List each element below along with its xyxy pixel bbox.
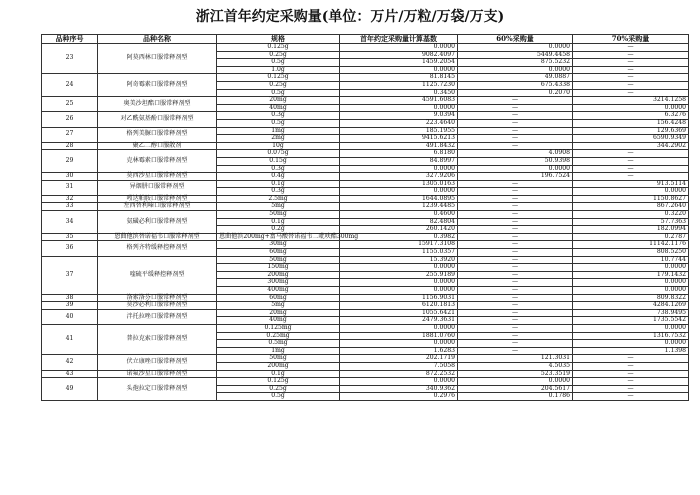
p60-cell: — <box>458 211 573 219</box>
drug-name-cell: 聚乙二醇口服散剂 <box>98 142 217 150</box>
header-60pct: 60%采购量 <box>458 35 573 44</box>
p70-cell: 0.2787 <box>573 233 689 241</box>
table-row <box>42 233 689 241</box>
base-cell: 0.0000 <box>340 66 458 74</box>
p70-cell: 1.1398 <box>573 347 689 355</box>
p70-cell: 0.0000 <box>573 104 689 112</box>
spec-cell: 0.25g <box>217 81 340 89</box>
drug-name-cell: 洛索洛芬口服常释剂型 <box>98 294 217 302</box>
header-base: 首年约定采购量计算基数 <box>340 35 458 44</box>
base-cell: 491.8432 <box>340 142 458 150</box>
spec-cell: 60mg <box>217 294 340 302</box>
spec-cell: 0.3g <box>217 112 340 120</box>
spec-cell: 0.5g <box>217 393 340 401</box>
p70-cell: — <box>573 355 689 363</box>
spec-cell: 300mg <box>217 279 340 287</box>
table-row <box>42 309 689 317</box>
p70-cell: 1150.8627 <box>573 195 689 203</box>
base-cell: 0.0000 <box>340 264 458 272</box>
base-cell: 0.0000 <box>340 324 458 332</box>
p70-cell: 179.1432 <box>573 271 689 279</box>
spec-cell: 40mg <box>217 317 340 325</box>
serial-cell: 39 <box>42 302 98 310</box>
p60-cell: — <box>458 119 573 127</box>
base-cell: 1881.0760 <box>340 332 458 340</box>
spec-cell: 50mg <box>217 256 340 264</box>
p70-cell: 0.0000 <box>573 324 689 332</box>
p60-cell: — <box>458 104 573 112</box>
p70-cell: — <box>573 385 689 393</box>
spec-cell: 0.125g <box>217 74 340 82</box>
p70-cell: — <box>573 150 689 158</box>
base-cell: 9.0394 <box>340 112 458 120</box>
spec-cell: 恩曲他滨200mg+富马酸替诺福韦二吡呋酯300mg <box>217 233 340 241</box>
spec-cell: 0.075g <box>217 150 340 158</box>
spec-cell: 0.125g <box>217 378 340 386</box>
spec-cell: 0.25g <box>217 51 340 59</box>
p70-cell: 1316.7532 <box>573 332 689 340</box>
drug-name-cell: 恩曲他滨替诺福韦口服常释剂型 <box>98 233 217 241</box>
p60-cell: 4.5035 <box>458 362 573 370</box>
base-cell: 260.1420 <box>340 226 458 234</box>
p60-cell: — <box>458 256 573 264</box>
p70-cell: — <box>573 51 689 59</box>
spec-cell: 50mg <box>217 211 340 219</box>
serial-cell: 24 <box>42 74 98 97</box>
p60-cell: — <box>458 226 573 234</box>
base-cell: 9415.6213 <box>340 135 458 143</box>
base-cell: 0.3982 <box>340 233 458 241</box>
p70-cell: — <box>573 173 689 181</box>
p70-cell: — <box>573 370 689 378</box>
serial-cell: 37 <box>42 256 98 294</box>
p60-cell: — <box>458 279 573 287</box>
p60-cell: 675.4338 <box>458 81 573 89</box>
serial-cell: 40 <box>42 309 98 324</box>
p60-cell: — <box>458 188 573 196</box>
serial-cell: 42 <box>42 355 98 370</box>
serial-cell: 25 <box>42 97 98 112</box>
table-row <box>42 378 689 386</box>
base-cell: 6120.1813 <box>340 302 458 310</box>
spec-cell: 30mg <box>217 241 340 249</box>
serial-cell: 23 <box>42 44 98 74</box>
table-row <box>42 256 689 264</box>
spec-cell: 2.5mg <box>217 195 340 203</box>
base-cell: 255.9189 <box>340 271 458 279</box>
spec-cell: 1.0g <box>217 66 340 74</box>
p70-cell: 6.3276 <box>573 112 689 120</box>
base-cell: 202.1719 <box>340 355 458 363</box>
procurement-table <box>41 34 689 401</box>
base-cell: 81.8145 <box>340 74 458 82</box>
spec-cell: 0.15g <box>217 157 340 165</box>
base-cell: 223.4640 <box>340 119 458 127</box>
table-row <box>42 127 689 135</box>
drug-name-cell: 吲达帕胺口服常释剂型 <box>98 195 217 203</box>
p70-cell: 867.2640 <box>573 203 689 211</box>
base-cell: 1125.7230 <box>340 81 458 89</box>
drug-name-cell: 阿奇霉素口服常释剂型 <box>98 74 217 97</box>
p60-cell: — <box>458 287 573 295</box>
p70-cell: — <box>573 66 689 74</box>
drug-name-cell: 格列齐特缓释控释剂型 <box>98 241 217 256</box>
drug-name-cell: 阿莫西林口服常释剂型 <box>98 44 217 74</box>
base-cell: 1.6283 <box>340 347 458 355</box>
spec-cell: 0.25g <box>217 385 340 393</box>
serial-cell: 32 <box>42 195 98 203</box>
serial-cell: 34 <box>42 211 98 234</box>
p70-cell: 4284.1269 <box>573 302 689 310</box>
base-cell: 0.0000 <box>340 287 458 295</box>
serial-cell: 43 <box>42 370 98 378</box>
p70-cell: — <box>573 378 689 386</box>
p70-cell: 6590.9349 <box>573 135 689 143</box>
base-cell: 1305.0163 <box>340 180 458 188</box>
spec-cell: 50mg <box>217 355 340 363</box>
p60-cell: 5449.4458 <box>458 51 573 59</box>
p70-cell: 0.0000 <box>573 188 689 196</box>
drug-name-cell: 头孢拉定口服常释剂型 <box>98 378 217 401</box>
p60-cell: — <box>458 180 573 188</box>
spec-cell: 0.1g <box>217 180 340 188</box>
spec-cell: 20mg <box>217 309 340 317</box>
p60-cell: 0.0000 <box>458 66 573 74</box>
table-row <box>42 173 689 181</box>
spec-cell: 0.5g <box>217 59 340 67</box>
table-row <box>42 97 689 105</box>
base-cell: 0.0000 <box>340 104 458 112</box>
p60-cell: 0.1786 <box>458 393 573 401</box>
p70-cell: — <box>573 157 689 165</box>
spec-cell: 200mg <box>217 271 340 279</box>
spec-cell: 400mg <box>217 287 340 295</box>
p70-cell: 57.7363 <box>573 218 689 226</box>
drug-name-cell: 对乙酰氨基酚口服常释剂型 <box>98 112 217 127</box>
p60-cell: — <box>458 233 573 241</box>
p60-cell: — <box>458 241 573 249</box>
p60-cell: — <box>458 195 573 203</box>
p60-cell: 0.0000 <box>458 165 573 173</box>
p70-cell: 738.9495 <box>573 309 689 317</box>
base-cell: 15917.3108 <box>340 241 458 249</box>
base-cell: 0.0000 <box>340 340 458 348</box>
table-row <box>42 74 689 82</box>
base-cell: 1156.9031 <box>340 294 458 302</box>
p60-cell: — <box>458 332 573 340</box>
spec-cell: 200mg <box>217 362 340 370</box>
drug-name-cell: 异烟肼口服常释剂型 <box>98 180 217 195</box>
p60-cell: 523.3519 <box>458 370 573 378</box>
base-cell: 0.0000 <box>340 279 458 287</box>
drug-name-cell: 莫沙必利口服常释剂型 <box>98 302 217 310</box>
p70-cell: — <box>573 59 689 67</box>
base-cell: 0.2976 <box>340 393 458 401</box>
base-cell: 340.9362 <box>340 385 458 393</box>
base-cell: 4591.6083 <box>340 97 458 105</box>
spec-cell: 0.125mg <box>217 324 340 332</box>
base-cell: 6.8180 <box>340 150 458 158</box>
p60-cell: — <box>458 203 573 211</box>
base-cell: 0.0000 <box>340 165 458 173</box>
table-row <box>42 150 689 158</box>
p70-cell: 808.5250 <box>573 249 689 257</box>
p70-cell: — <box>573 89 689 97</box>
spec-cell: 5mg <box>217 302 340 310</box>
spec-cell: 1mg <box>217 127 340 135</box>
table-row <box>42 324 689 332</box>
header-name: 品种名称 <box>98 35 217 44</box>
base-cell: 185.1955 <box>340 127 458 135</box>
document-title: 浙江首年约定采购量(单位：万片/万粒/万袋/万支) <box>195 9 505 25</box>
spec-cell: 20mg <box>217 97 340 105</box>
table-body <box>42 44 689 401</box>
p60-cell: 196.7524 <box>458 173 573 181</box>
base-cell: 1055.6421 <box>340 309 458 317</box>
p60-cell: — <box>458 127 573 135</box>
p70-cell: 0.0000 <box>573 264 689 272</box>
base-cell: 15.3920 <box>340 256 458 264</box>
serial-cell: 27 <box>42 127 98 142</box>
p70-cell: 1735.5542 <box>573 317 689 325</box>
p70-cell: 913.5114 <box>573 180 689 188</box>
p60-cell: 4.0908 <box>458 150 573 158</box>
serial-cell: 41 <box>42 324 98 354</box>
p70-cell: 11142.1176 <box>573 241 689 249</box>
p60-cell: — <box>458 271 573 279</box>
p70-cell: 0.0000 <box>573 287 689 295</box>
table-row <box>42 180 689 188</box>
spec-cell: 150mg <box>217 264 340 272</box>
base-cell: 0.4600 <box>340 211 458 219</box>
spec-cell: 10g <box>217 142 340 150</box>
spec-cell: 0.2g <box>217 226 340 234</box>
base-cell: 1155.0357 <box>340 249 458 257</box>
base-cell: 0.0000 <box>340 378 458 386</box>
spec-cell: 0.1g <box>217 218 340 226</box>
spec-cell: 0.4g <box>217 173 340 181</box>
serial-cell: 33 <box>42 203 98 211</box>
spec-cell: 0.25mg <box>217 332 340 340</box>
spec-cell: 0.1g <box>217 370 340 378</box>
p60-cell: — <box>458 317 573 325</box>
drug-name-cell: 克林霉素口服常释剂型 <box>98 150 217 173</box>
drug-name-cell: 左西替利嗪口服常释剂型 <box>98 203 217 211</box>
base-cell: 872.2532 <box>340 370 458 378</box>
drug-name-cell: 喹硫平缓释控释剂型 <box>98 256 217 294</box>
p60-cell: 0.2070 <box>458 89 573 97</box>
spec-cell: 5mg <box>217 203 340 211</box>
table-row <box>42 44 689 52</box>
spec-cell: 0.3g <box>217 165 340 173</box>
p60-cell: 0.0000 <box>458 378 573 386</box>
p60-cell: — <box>458 97 573 105</box>
drug-name-cell: 氨磺必利口服常释剂型 <box>98 211 217 234</box>
table-row <box>42 211 689 219</box>
p70-cell: 129.6369 <box>573 127 689 135</box>
p60-cell: 0.0000 <box>458 44 573 52</box>
table-header-row <box>42 35 689 44</box>
p60-cell: 50.9398 <box>458 157 573 165</box>
header-70pct: 70%采购量 <box>573 35 689 44</box>
spec-cell: 0.125g <box>217 44 340 52</box>
base-cell: 82.4804 <box>340 218 458 226</box>
table-row <box>42 355 689 363</box>
p70-cell: — <box>573 393 689 401</box>
p60-cell: — <box>458 347 573 355</box>
serial-cell: 29 <box>42 150 98 173</box>
p60-cell: — <box>458 135 573 143</box>
spec-cell: 60mg <box>217 249 340 257</box>
p60-cell: — <box>458 112 573 120</box>
p70-cell: — <box>573 81 689 89</box>
table-row <box>42 112 689 120</box>
header-serial: 品种序号 <box>42 35 98 44</box>
p60-cell: 121.3031 <box>458 355 573 363</box>
p70-cell: 182.0994 <box>573 226 689 234</box>
table-row <box>42 142 689 150</box>
drug-name-cell: 奥美沙坦酯口服常释剂型 <box>98 97 217 112</box>
table-row <box>42 241 689 249</box>
serial-cell: 49 <box>42 378 98 401</box>
p60-cell: — <box>458 218 573 226</box>
table-row <box>42 203 689 211</box>
base-cell: 0.3450 <box>340 89 458 97</box>
drug-name-cell: 莫西沙星口服常释剂型 <box>98 173 217 181</box>
p70-cell: 344.2902 <box>573 142 689 150</box>
p70-cell: — <box>573 74 689 82</box>
base-cell: 1459.2054 <box>340 59 458 67</box>
spec-cell: 2mg <box>217 135 340 143</box>
p60-cell: — <box>458 302 573 310</box>
spec-cell: 0.3g <box>217 188 340 196</box>
spec-cell: 0.5g <box>217 119 340 127</box>
base-cell: 7.5058 <box>340 362 458 370</box>
serial-cell: 26 <box>42 112 98 127</box>
p60-cell: — <box>458 294 573 302</box>
base-cell: 2479.3631 <box>340 317 458 325</box>
p60-cell: 204.5617 <box>458 385 573 393</box>
p60-cell: — <box>458 340 573 348</box>
serial-cell: 30 <box>42 173 98 181</box>
drug-name-cell: 格列美脲口服常释剂型 <box>98 127 217 142</box>
spec-cell: 0.5mg <box>217 340 340 348</box>
p60-cell: 875.5232 <box>458 59 573 67</box>
p70-cell: 3214.1258 <box>573 97 689 105</box>
drug-name-cell: 伏立康唑口服常释剂型 <box>98 355 217 370</box>
header-spec: 规格 <box>217 35 340 44</box>
p70-cell: 809.8322 <box>573 294 689 302</box>
base-cell: 0.0000 <box>340 44 458 52</box>
p60-cell: — <box>458 324 573 332</box>
p70-cell: 0.3220 <box>573 211 689 219</box>
serial-cell: 38 <box>42 294 98 302</box>
table-row <box>42 370 689 378</box>
spec-cell: 1mg <box>217 347 340 355</box>
spec-cell: 0.5g <box>217 89 340 97</box>
base-cell: 84.8997 <box>340 157 458 165</box>
drug-name-cell: 诺氟沙星口服常释剂型 <box>98 370 217 378</box>
drug-name-cell: 泮托拉唑口服常释剂型 <box>98 309 217 324</box>
serial-cell: 35 <box>42 233 98 241</box>
p70-cell: 0.0000 <box>573 279 689 287</box>
base-cell: 327.9206 <box>340 173 458 181</box>
p70-cell: — <box>573 44 689 52</box>
spec-cell: 40mg <box>217 104 340 112</box>
p70-cell: 0.0000 <box>573 340 689 348</box>
serial-cell: 31 <box>42 180 98 195</box>
p70-cell: — <box>573 362 689 370</box>
p70-cell: 156.4248 <box>573 119 689 127</box>
serial-cell: 28 <box>42 142 98 150</box>
p60-cell: — <box>458 264 573 272</box>
base-cell: 1239.4485 <box>340 203 458 211</box>
serial-cell: 36 <box>42 241 98 256</box>
p60-cell: 49.0887 <box>458 74 573 82</box>
p70-cell: — <box>573 165 689 173</box>
p60-cell: — <box>458 142 573 150</box>
base-cell: 0.0000 <box>340 188 458 196</box>
table-row <box>42 302 689 310</box>
p70-cell: 10.7744 <box>573 256 689 264</box>
p60-cell: — <box>458 309 573 317</box>
drug-name-cell: 普拉克索口服常释剂型 <box>98 324 217 354</box>
p60-cell: — <box>458 249 573 257</box>
base-cell: 9082.4097 <box>340 51 458 59</box>
base-cell: 1644.0895 <box>340 195 458 203</box>
